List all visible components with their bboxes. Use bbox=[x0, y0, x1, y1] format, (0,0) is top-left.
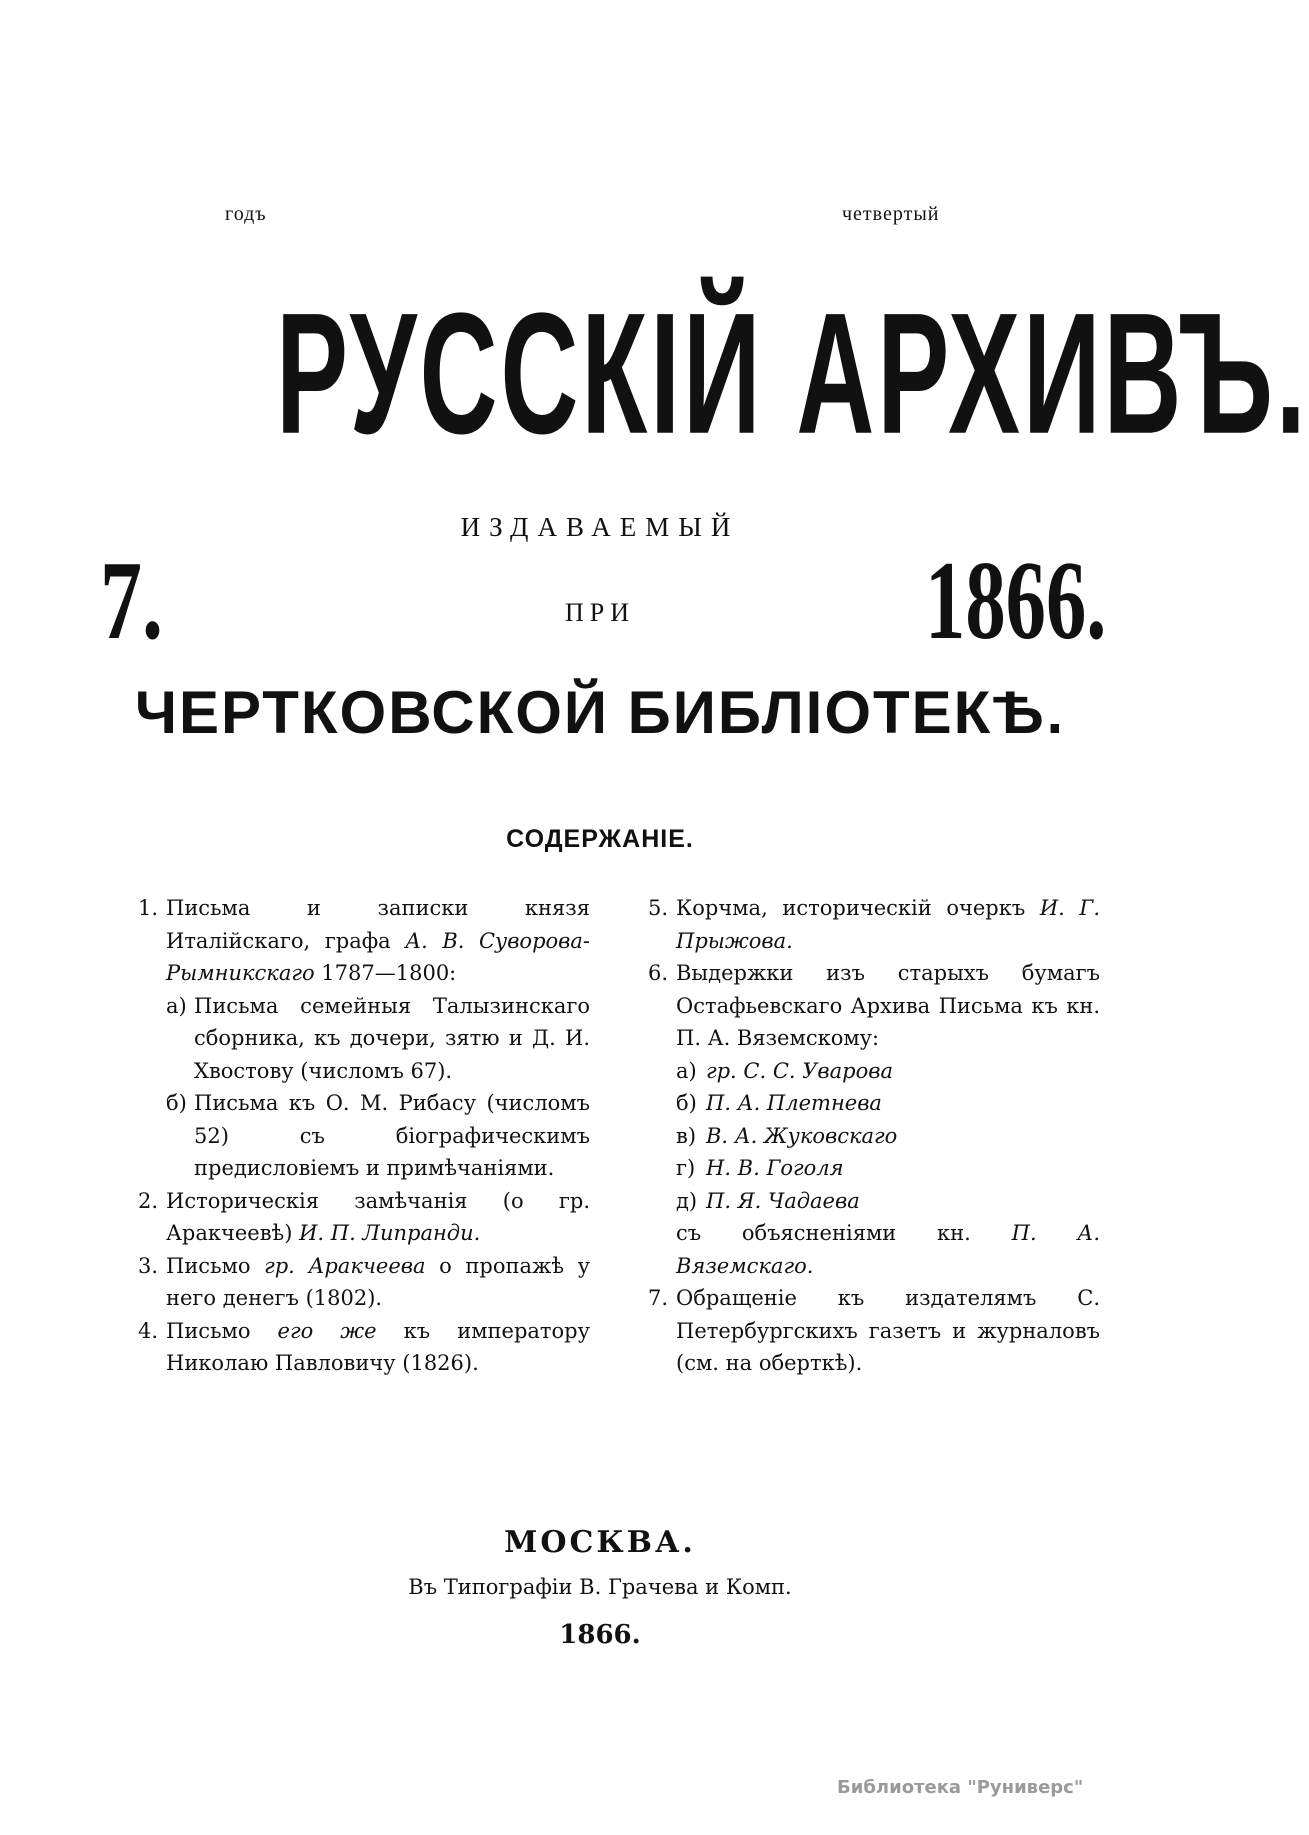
publication-year: 1866. bbox=[559, 1620, 641, 1650]
item-number: 5. bbox=[647, 896, 668, 920]
item-number: 3. bbox=[137, 1253, 158, 1278]
city: МОСКВА. bbox=[504, 1525, 696, 1560]
printer: Въ Типографіи В. Грачева и Комп. bbox=[408, 1575, 792, 1599]
subitem-mark: а) bbox=[676, 1058, 697, 1083]
contents-item-5 bbox=[630, 892, 1100, 957]
subitem-text: Письма къ О. М. Рибасу (числомъ 52) съ біографическимъ предисловіемъ и примѣчаніями. bbox=[194, 1091, 590, 1180]
item-text: Обращеніе къ издателямъ С. Петербургскихъ газетъ и журналовъ (см. на оберткѣ). bbox=[676, 1286, 1100, 1375]
item-number: 7. bbox=[647, 1286, 668, 1310]
pri-label: ПРИ bbox=[564, 598, 635, 627]
library-name: ЧЕРТКОВСКОЙ БИБЛІОТЕКѢ. bbox=[134, 679, 1066, 746]
subitem-mark: д) bbox=[676, 1188, 698, 1213]
item-text: Письма и записки князя Италійскаго, графа А. В. Суворова-Рымникскаго 1787—1800: bbox=[166, 896, 590, 985]
contents-item-1 bbox=[120, 892, 590, 990]
contents-right-column bbox=[630, 892, 1100, 1380]
contents-subitem-6v bbox=[630, 1120, 1100, 1153]
contents-subitem-6b bbox=[630, 1087, 1100, 1120]
contents-item-3 bbox=[120, 1250, 590, 1315]
contents-left-column bbox=[120, 892, 590, 1380]
contents-item-2 bbox=[120, 1185, 590, 1250]
item-number: 2. bbox=[137, 1188, 158, 1213]
item-number: 4. bbox=[137, 1318, 158, 1343]
item-number: 1. bbox=[137, 896, 158, 920]
subitem-mark: в) bbox=[676, 1123, 697, 1148]
item-text: Историческія замѣчанія (о гр. Аракчеевѣ) И. П. Липранди. bbox=[166, 1188, 590, 1245]
subitem-mark: а) bbox=[166, 993, 187, 1018]
contents-subitem-1b bbox=[120, 1087, 590, 1185]
subitem-mark: б) bbox=[676, 1091, 697, 1115]
contents-item-6-footnote bbox=[630, 1217, 1100, 1282]
subitem-mark: б) bbox=[166, 1091, 187, 1115]
contents-heading: СОДЕРЖАНІЕ. bbox=[506, 825, 694, 853]
item-text: Письмо гр. Аракчеева о пропажѣ у него денегъ (1802). bbox=[166, 1253, 590, 1310]
subitem-mark: г) bbox=[676, 1156, 696, 1180]
subitem-text: Письма семейныя Талызинскаго сборника, къ дочери, зятю и Д. И. Хвостову (числомъ 67). bbox=[194, 993, 590, 1083]
item-text: Выдержки изъ старыхъ бумагъ Остафьевскаго Архива Письма къ кн. П. А. Вяземскому: bbox=[676, 961, 1100, 1050]
contents-subitem-6a bbox=[630, 1055, 1100, 1088]
contents-item-6 bbox=[630, 957, 1100, 1055]
issued-label: ИЗДАВАЕМЫЙ bbox=[460, 512, 740, 542]
year-label-left: годъ bbox=[225, 203, 267, 225]
issue-year: 1866. bbox=[925, 539, 1107, 663]
journal-title: РУССКІЙ АРХИВЪ. bbox=[276, 276, 1309, 470]
issue-number: 7. bbox=[100, 539, 163, 663]
contents-item-7 bbox=[630, 1282, 1100, 1380]
subitem-text: гр. С. С. Уварова bbox=[706, 1058, 893, 1083]
subitem-text: П. А. Плетнева bbox=[706, 1091, 882, 1115]
subitem-text: В. А. Жуковскаго bbox=[706, 1123, 898, 1148]
item-number: 6. bbox=[647, 961, 668, 985]
item-text: съ объясненіями кн. П. А. Вяземскаго. bbox=[676, 1221, 1100, 1278]
contents-subitem-1a bbox=[120, 990, 590, 1088]
item-text: Корчма, историческій очеркъ И. Г. Прыжова. bbox=[676, 896, 1101, 953]
item-text: Письмо его же къ императору Николаю Павловичу (1826). bbox=[166, 1318, 590, 1375]
subitem-text: П. Я. Чадаева bbox=[706, 1188, 860, 1213]
contents-subitem-6d bbox=[630, 1185, 1100, 1218]
subitem-text: Н. В. Гоголя bbox=[706, 1156, 844, 1180]
library-watermark: Библиотека "Руниверс" bbox=[837, 1777, 1084, 1798]
year-label-right: четвертый bbox=[842, 203, 940, 225]
contents-item-4 bbox=[120, 1315, 590, 1380]
contents-subitem-6g bbox=[630, 1152, 1100, 1185]
